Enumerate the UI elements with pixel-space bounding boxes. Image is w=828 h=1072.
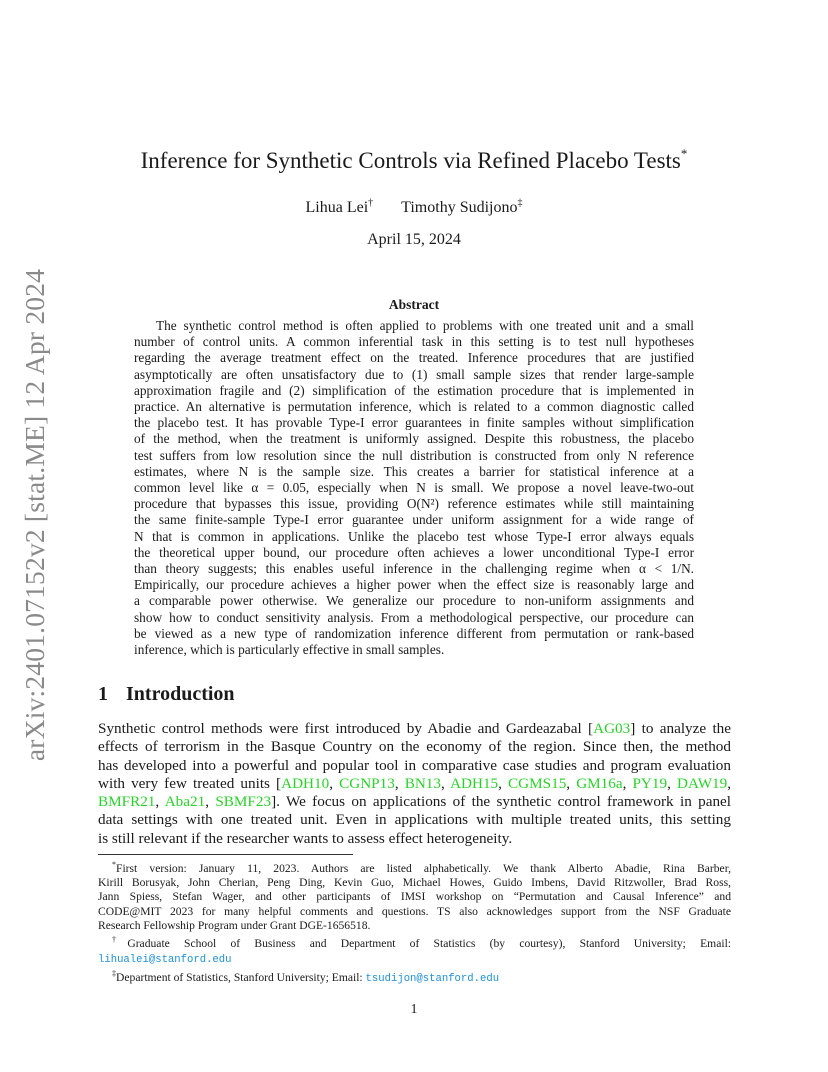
title-footnote-mark: * <box>680 146 688 161</box>
abstract-line: procedure that bypasses this issue, providing O(N²) reference estimates while still maintaining <box>134 496 694 512</box>
paper-title-text: Inference for Synthetic Controls via Refined Placebo Tests <box>140 148 681 173</box>
footnote-divider <box>98 854 353 855</box>
intro-text: with very few treated units [ <box>98 774 282 792</box>
citation-link[interactable]: SBMF23 <box>215 793 272 811</box>
footnote-text: Graduate School of Business and Department of Statistics (by courtesy), Stanford University; Email: <box>127 937 732 951</box>
abstract-line: test suffers from low resolution since the null distribution is constructed from only N reference <box>134 447 694 463</box>
intro-text: ] to analyze the <box>630 720 732 737</box>
abstract-line: estimates, where N is the sample size. This creates a barrier for statistical inference at a <box>134 463 694 479</box>
citation-link[interactable]: CGMS15 <box>508 774 567 792</box>
abstract-line: The synthetic control method is often applied to problems with one treated unit and a small <box>156 318 694 333</box>
footnote-line: Jann Spiess, Stefan Wager, and other participants of IMSI workshop on “Permutation and Causal Inference” and <box>98 890 731 904</box>
footnote-line <box>98 952 731 967</box>
intro-line: BMFR21, Aba21, SBMF23]. We focus on applications of the synthetic control framework in panel <box>98 793 732 811</box>
citation-link[interactable]: AG03 <box>593 720 631 737</box>
intro-line: has developed into a powerful and popular tool in comparative case studies and program evaluation <box>98 756 731 774</box>
abstract-line: practice. An alternative is permutation inference, which is related to a common diagnostic called <box>134 399 694 415</box>
intro-line: data settings with one treated unit. Even in applications with multiple treated units, this setting <box>98 811 731 829</box>
author-2-name: Timothy Sudijono <box>401 199 518 217</box>
author-1-mark: † <box>368 198 374 209</box>
abstract-line: approximation fragile and (2) simplification of the estimation procedure that is implemented in <box>134 382 694 398</box>
email-link[interactable]: tsudijon@stanford.edu <box>365 972 500 985</box>
abstract-line: show how to conduct sensitivity analysis. From a methodological perspective, our procedure can <box>134 609 694 625</box>
arxiv-stamp-text: arXiv:2401.07152v2 [stat.ME] 12 Apr 2024 <box>19 268 51 762</box>
intro-line <box>98 720 731 738</box>
abstract-line: regarding the average treatment effect on the treated. Inference procedures that are justified <box>134 350 694 366</box>
author-1-name: Lihua Lei <box>305 199 369 217</box>
footnote-line <box>98 858 731 876</box>
abstract-line: asymptotically are often unsatisfactory due to (1) small sample sizes that render large-sample <box>134 366 694 382</box>
email-link[interactable]: lihualei@stanford.edu <box>98 953 232 966</box>
author-2 <box>401 199 522 216</box>
footnote-text: First version: January 11, 2023. Authors are listed alphabetically. We thank Alberto Abadie, Rina Barber, <box>116 861 731 875</box>
citation-link[interactable]: DAW19 <box>676 774 728 792</box>
intro-text: Synthetic control methods were first introduced by Abadie and Gardeazabal [ <box>98 720 594 737</box>
abstract-line: the placebo test. It has provable Type-I error guarantees in finite samples without simplification <box>134 415 694 431</box>
intro-line: is still relevant if the researcher wants to assess effect heterogeneity. <box>98 829 513 847</box>
paper-title <box>0 148 828 174</box>
abstract-line: N that is common in applications. Unlike the placebo test whose Type-I error always equals <box>134 528 694 544</box>
author-list <box>0 198 828 217</box>
citation-link[interactable]: CGNP13 <box>339 774 395 792</box>
citation-link[interactable]: BMFR21 <box>98 793 156 811</box>
section-title: Introduction <box>126 683 235 705</box>
abstract-line: a comparable power otherwise. We generalize our procedure to non-uniform assignments and <box>134 593 694 609</box>
author-2-mark: ‡ <box>517 198 523 209</box>
footnote-line <box>98 933 731 951</box>
citation-link[interactable]: ADH15 <box>450 774 499 792</box>
intro-text: ]. We focus on applications of the synthetic control framework in panel <box>271 793 732 811</box>
publication-date: April 15, 2024 <box>367 231 461 248</box>
abstract-line: number of control units. A common inferential task in this setting is to test null hypotheses <box>134 334 694 350</box>
intro-line: effects of terrorism in the Basque Country on the economy of the region. Since then, the method <box>98 738 731 756</box>
abstract-line: the theoretical upper bound, our procedure often achieves a lower unconditional Type-I error <box>134 544 694 560</box>
citation-link[interactable]: PY19 <box>632 774 668 792</box>
arxiv-identifier-stamp <box>19 268 51 762</box>
section-number: 1 <box>98 683 108 705</box>
footnote-line: CODE@MIT 2023 for many helpful comments and questions. TS also acknowledges support from the NSF Graduate <box>98 904 731 918</box>
introduction-paragraph <box>98 720 731 848</box>
section-heading-introduction <box>98 683 235 706</box>
footnote-mark: * <box>112 860 116 869</box>
abstract-line: of the method, when the treatment is uniformly assigned. Despite this robustness, the placebo <box>134 431 694 447</box>
footnote-line: Research Fellowship Program under Grant DGE-1656518. <box>98 919 371 933</box>
footnote-line <box>98 967 731 986</box>
abstract-line: common level like α = 0.05, especially when N is small. We propose a novel leave-two-out <box>134 480 694 496</box>
citation-link[interactable]: ADH10 <box>281 774 330 792</box>
intro-line: with very few treated units [ADH10, CGNP13, BN13, ADH15, CGMS15, GM16a, PY19, DAW19, <box>98 774 732 792</box>
footnote-mark: ‡ <box>112 968 116 978</box>
abstract-line: than theory suggests; this enables useful inference in the challenging regime when α < 1/N. <box>134 561 694 577</box>
footnote-text: Department of Statistics, Stanford University; Email: <box>116 970 366 984</box>
abstract-line: inference, which is particularly effective in small samples. <box>134 642 445 658</box>
footnote-mark: † <box>112 935 128 945</box>
abstract-line: the same finite-sample Type-I error guarantee under uniform assignment for a wide range of <box>134 512 694 528</box>
citation-link[interactable]: Aba21 <box>164 793 206 811</box>
author-1 <box>306 199 374 216</box>
footnote-line: Kirill Borusyak, John Cherian, Peng Ding, Kevin Guo, Michael Howes, Guido Imbens, David Ritzwoller, Brad Ross, <box>98 876 731 890</box>
abstract-line: be viewed as a new type of randomization inference different from permutation or rank-based <box>134 625 694 641</box>
abstract-body <box>134 318 694 658</box>
citation-link[interactable]: BN13 <box>404 774 441 792</box>
abstract-heading: Abstract <box>388 297 440 312</box>
citation-link[interactable]: GM16a <box>576 774 623 792</box>
footnotes <box>98 858 731 986</box>
abstract-line: Empirically, our procedure achieves a higher power when the effect size is reasonably large and <box>134 577 694 593</box>
page-number: 1 <box>410 1002 418 1017</box>
